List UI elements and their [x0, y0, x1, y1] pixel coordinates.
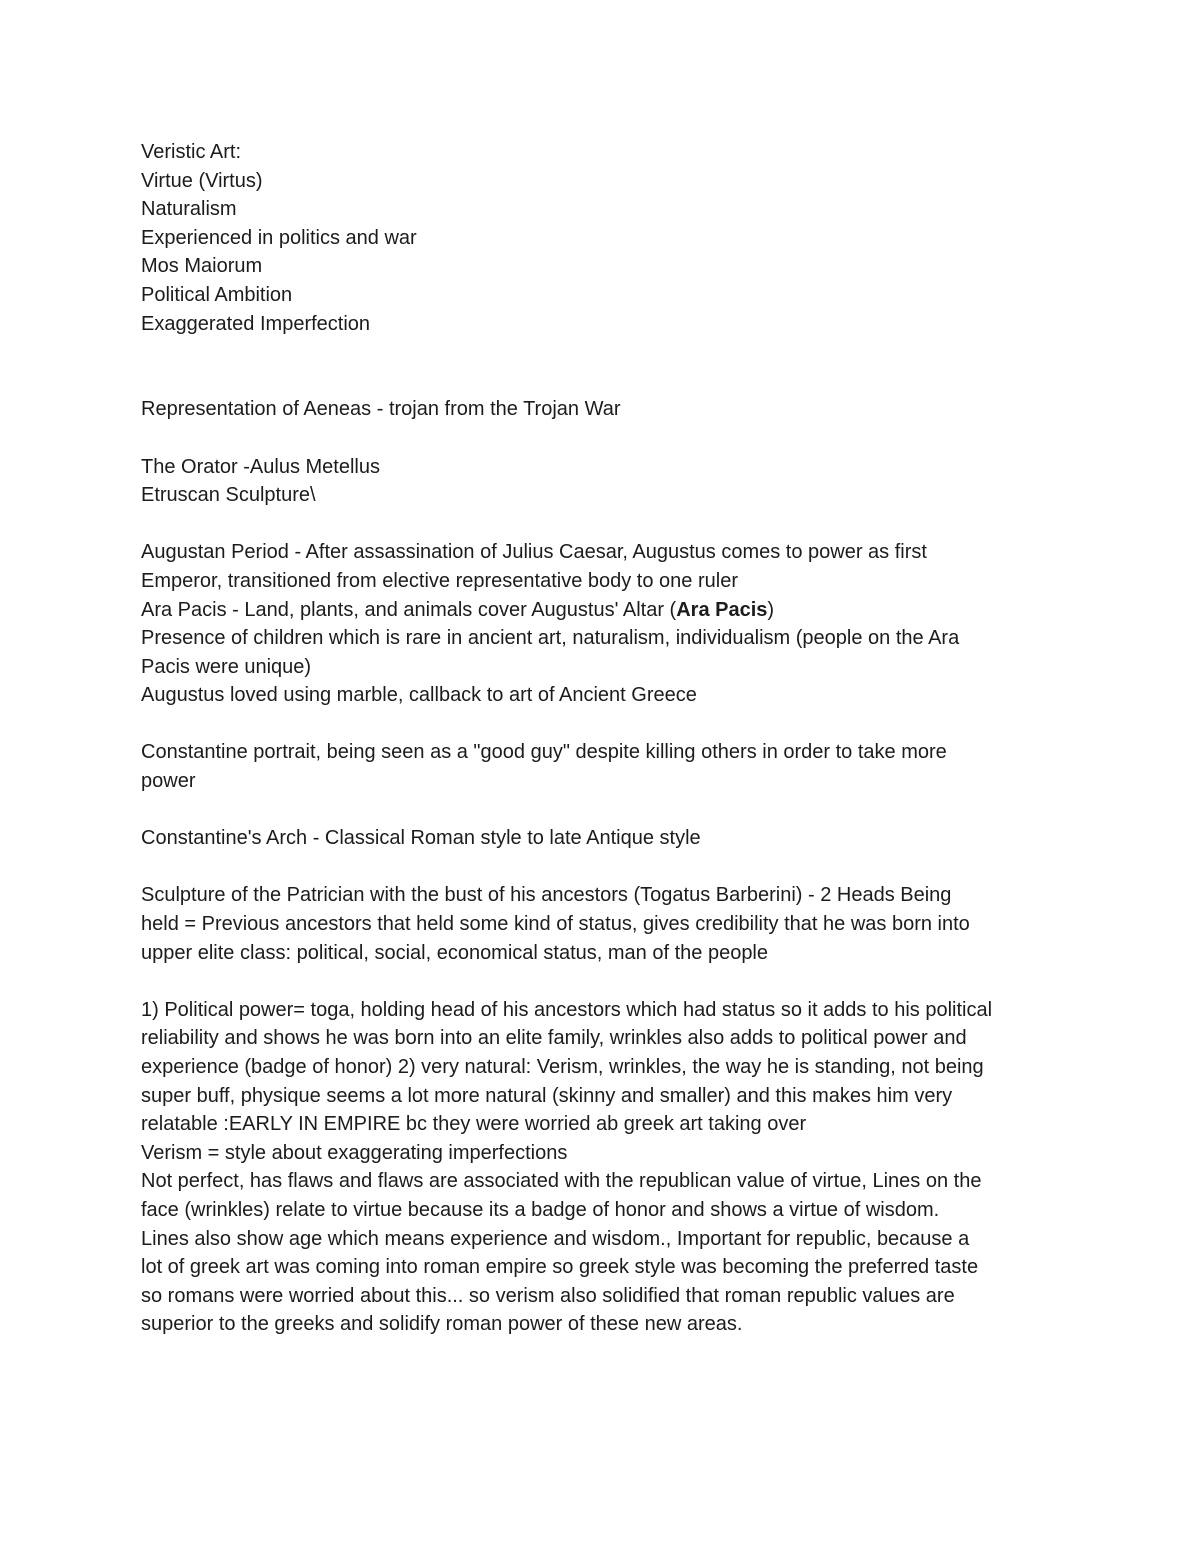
- etruscan-line: Etruscan Sculpture\: [141, 484, 316, 507]
- spacer: [141, 424, 1066, 453]
- text-line: Constantine portrait, being seen as a "good guy" despite killing others in order to take more: [141, 741, 947, 764]
- text-line: Pacis were unique): [141, 655, 312, 678]
- text-line: Not perfect, has flaws and flaws are associated with the republican value of virtue, Lines on the: [141, 1170, 982, 1193]
- text-line: Emperor, transitioned from elective representative body to one ruler: [141, 569, 738, 592]
- veristic-art-list: [141, 138, 1066, 338]
- text-span: Ara Pacis - Land, plants, and animals cover Augustus' Altar (: [141, 598, 677, 621]
- aeneas-paragraph: Representation of Aeneas - trojan from the Trojan War: [141, 398, 621, 421]
- text-line: reliability and shows he was born into an elite family, wrinkles also adds to political power and: [141, 1027, 967, 1050]
- list-item: Political Ambition: [141, 283, 293, 306]
- augustan-paragraph: [141, 538, 1066, 710]
- text-line: experience (badge of honor) 2) very natural: Verism, wrinkles, the way he is standing, not being: [141, 1056, 984, 1078]
- constantine-arch-line: Constantine's Arch - Classical Roman style to late Antique style: [141, 827, 701, 850]
- text-line: upper elite class: political, social, economical status, man of the people: [141, 941, 769, 964]
- document-page: [141, 138, 1066, 1339]
- text-line: face (wrinkles) relate to virtue because its a badge of honor and shows a virtue of wisdom.: [141, 1198, 940, 1221]
- text-line: Presence of children which is rare in ancient art, naturalism, individualism (people on the Ara: [141, 627, 960, 650]
- text-line: so romans were worried about this... so verism also solidified that roman republic values are: [141, 1284, 955, 1307]
- spacer: [141, 510, 1066, 539]
- text-line: superior to the greeks and solidify roman power of these new areas.: [141, 1313, 743, 1336]
- bold-text: Ara Pacis: [676, 598, 768, 621]
- list-item: Naturalism: [141, 198, 237, 221]
- patrician-paragraph: [141, 881, 1066, 967]
- constantine-portrait-paragraph: [141, 738, 1066, 795]
- spacer: [141, 853, 1066, 882]
- text-line: Augustus loved using marble, callback to art of Ancient Greece: [141, 684, 697, 707]
- political-power-paragraph: [141, 996, 1066, 1339]
- text-line: held = Previous ancestors that held some kind of status, gives credibility that he was born into: [141, 913, 970, 936]
- text-line: super buff, physique seems a lot more natural (skinny and smaller) and this makes him very: [141, 1084, 953, 1107]
- verism-line: Verism = style about exaggerating imperfections: [141, 1141, 568, 1164]
- spacer: [141, 967, 1066, 996]
- spacer: [141, 710, 1066, 739]
- list-item: Mos Maiorum: [141, 255, 263, 278]
- list-item: Virtue (Virtus): [141, 169, 263, 192]
- text-line: relatable :EARLY IN EMPIRE bc they were worried ab greek art taking over: [141, 1113, 807, 1136]
- ara-pacis-line: [141, 596, 1066, 625]
- list-item: Exaggerated Imperfection: [141, 312, 371, 335]
- list-item: Experienced in politics and war: [141, 226, 417, 249]
- text-line: Sculpture of the Patrician with the bust of his ancestors (Togatus Barberini) - 2 Heads Being: [141, 884, 952, 907]
- text-line: Augustan Period - After assassination of Julius Caesar, Augustus comes to power as first: [141, 541, 927, 564]
- spacer: [141, 796, 1066, 825]
- orator-line: The Orator -Aulus Metellus: [141, 455, 380, 478]
- list-item: Veristic Art:: [141, 141, 242, 163]
- text-line: Lines also show age which means experience and wisdom., Important for republic, because a: [141, 1227, 970, 1250]
- text-span: ): [767, 598, 775, 621]
- spacer: [141, 338, 1066, 395]
- text-line: power: [141, 770, 196, 793]
- text-line: 1) Political power= toga, holding head of his ancestors which had status so it adds to his political: [141, 998, 993, 1021]
- text-line: lot of greek art was coming into roman empire so greek style was becoming the preferred taste: [141, 1256, 979, 1279]
